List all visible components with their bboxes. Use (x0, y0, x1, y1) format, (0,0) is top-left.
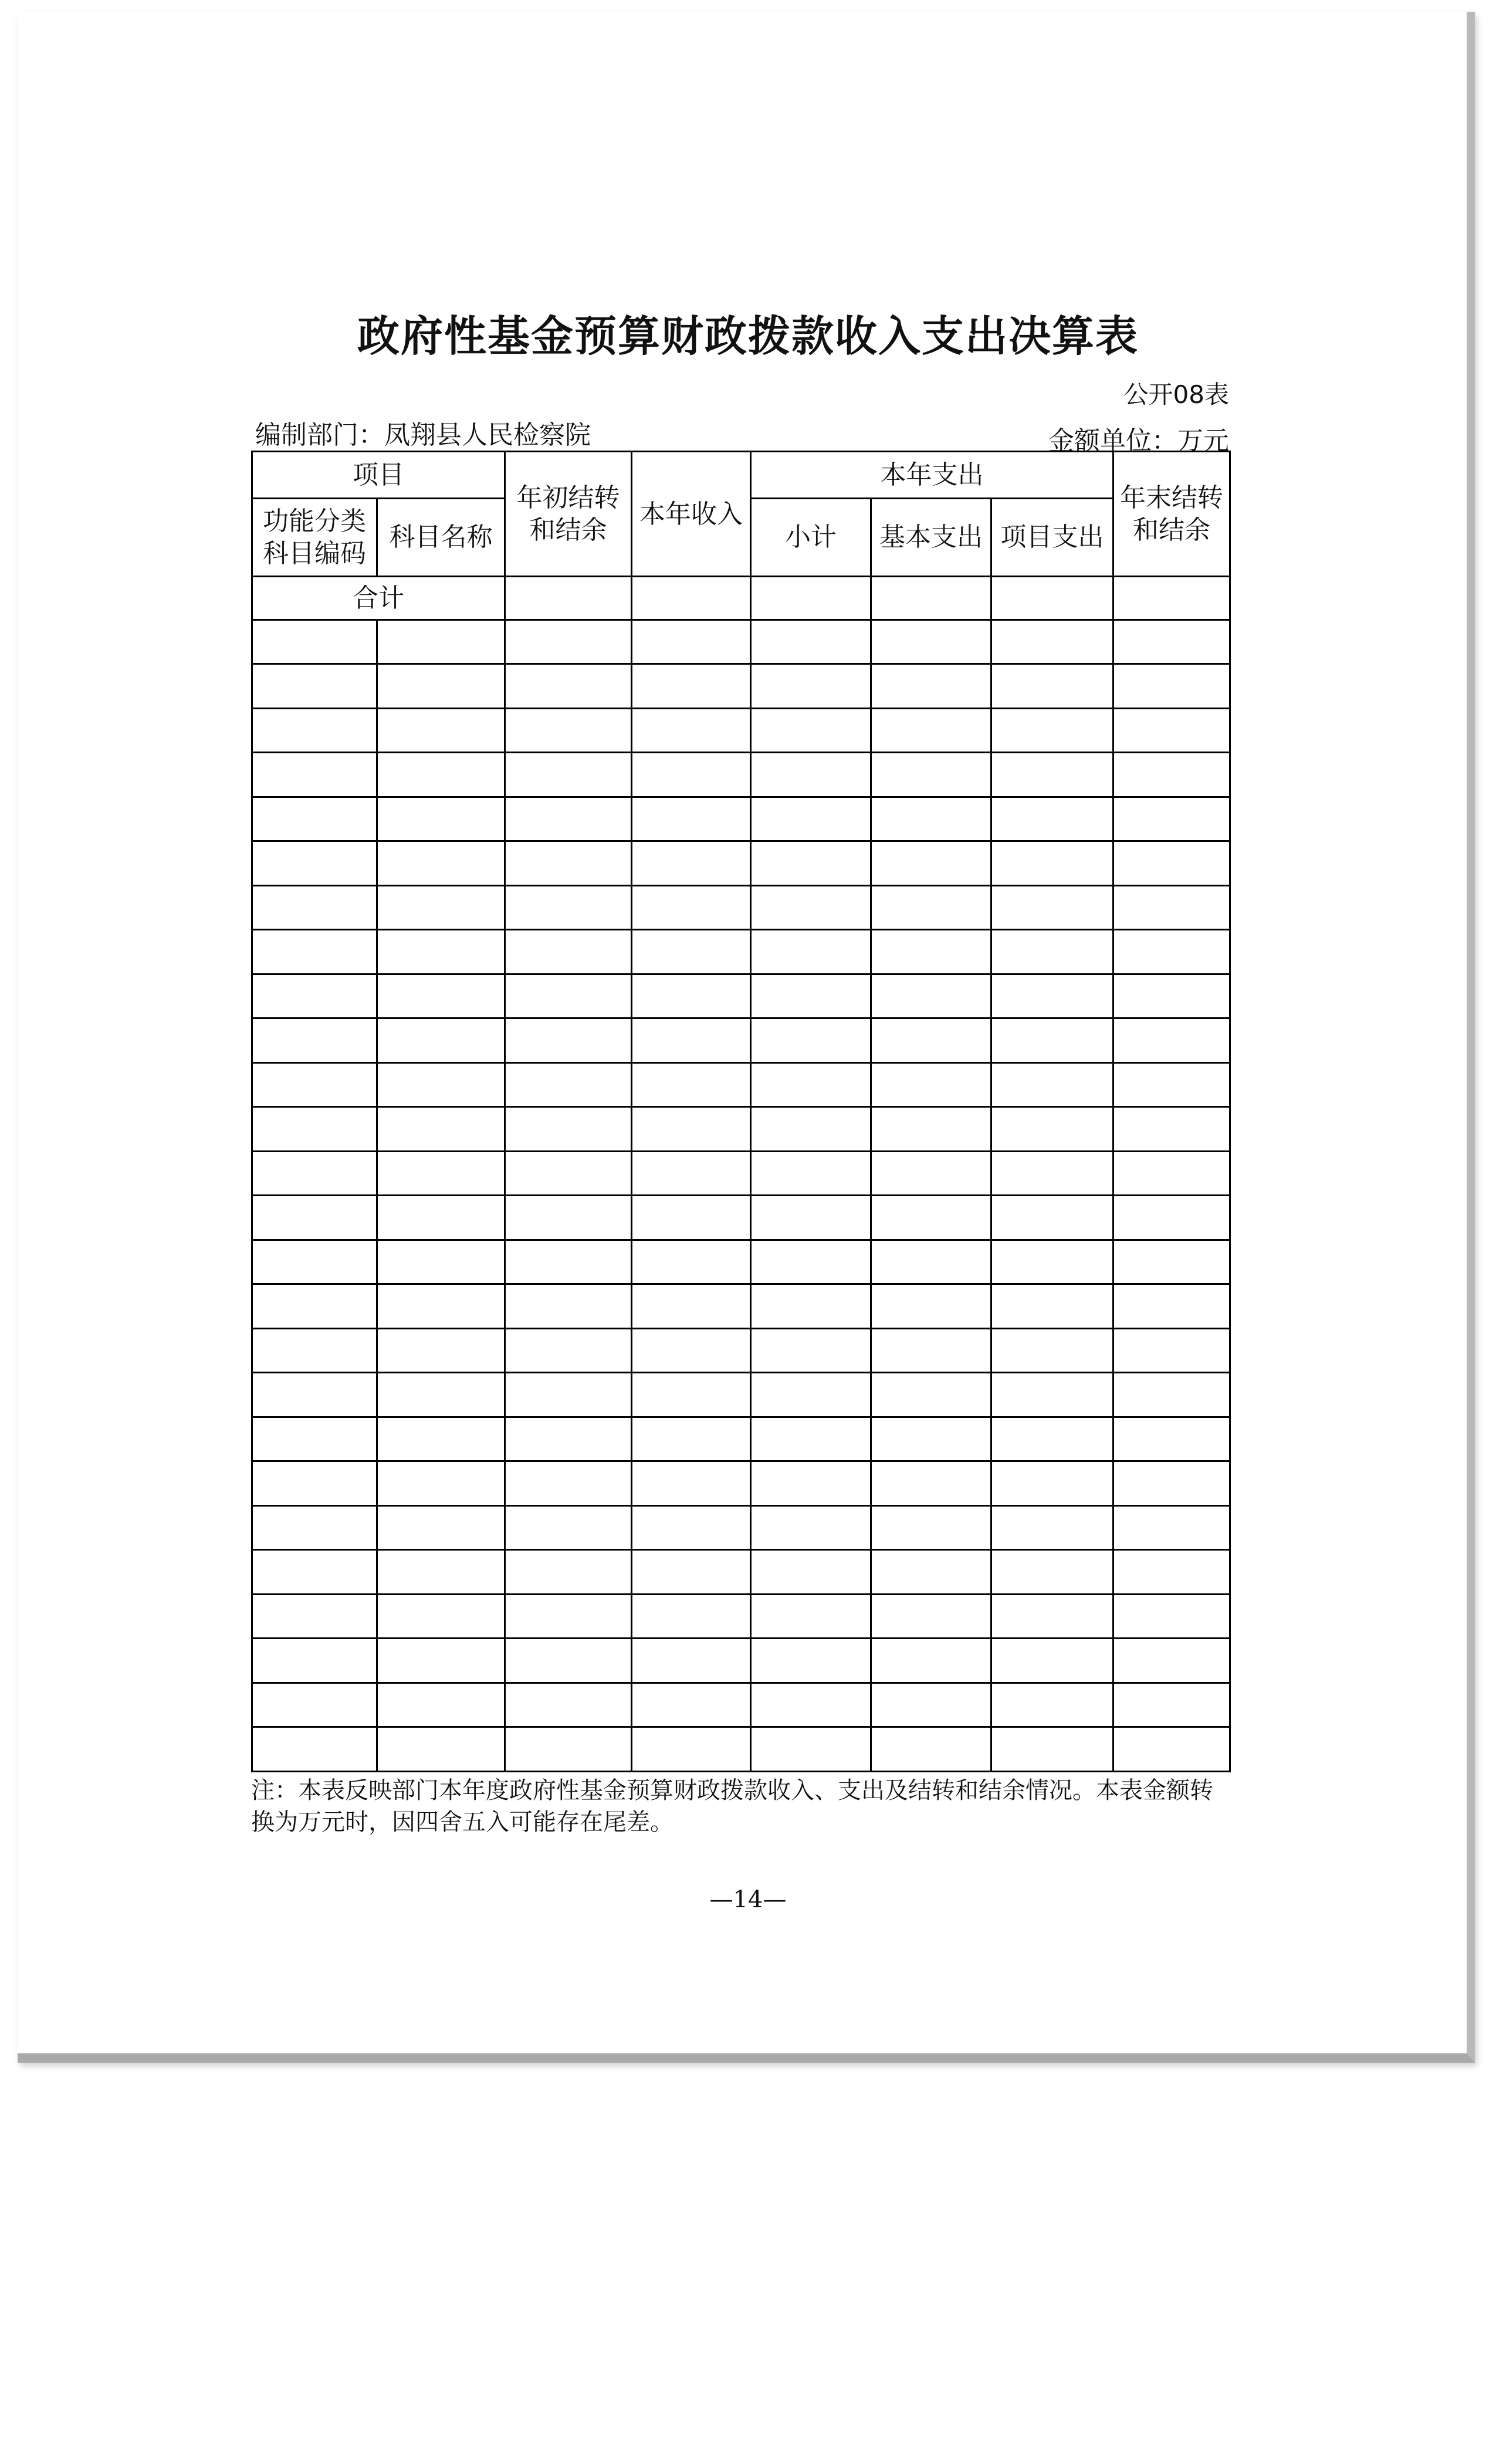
table-row (252, 753, 1230, 797)
table-cell (632, 1505, 751, 1550)
table-cell (377, 1062, 505, 1107)
table-cell (1113, 1328, 1230, 1373)
table-cell (632, 1107, 751, 1152)
table-code: 公开08表 (1123, 380, 1229, 409)
table-row (252, 1062, 1230, 1107)
table-cell (751, 1461, 871, 1506)
table-cell (751, 1062, 871, 1107)
table-cell (632, 1683, 751, 1727)
table-cell (871, 664, 991, 709)
table-cell (871, 1727, 991, 1772)
table-cell (1113, 1727, 1230, 1772)
table-cell (991, 1196, 1113, 1240)
header-opening-balance: 年初结转 和结余 (505, 452, 632, 577)
table-cell (871, 1594, 991, 1639)
table-cell (505, 664, 632, 709)
table-body (252, 620, 1230, 1771)
table-cell (505, 1062, 632, 1107)
table-cell (1113, 664, 1230, 709)
table-cell (252, 708, 377, 753)
table-cell (377, 753, 505, 797)
table-cell (991, 1550, 1113, 1595)
table-cell (991, 841, 1113, 886)
table-cell (1113, 708, 1230, 753)
table-cell (377, 664, 505, 709)
table-row (252, 1683, 1230, 1727)
table-cell (991, 1240, 1113, 1284)
table-cell (871, 1151, 991, 1196)
table-cell (252, 664, 377, 709)
table-cell (377, 1461, 505, 1506)
table-cell (252, 1417, 377, 1461)
table-cell (377, 1594, 505, 1639)
table-row (252, 1373, 1230, 1417)
table-cell (991, 1594, 1113, 1639)
table-cell (871, 1417, 991, 1461)
table-cell (377, 708, 505, 753)
table-row (252, 1639, 1230, 1683)
table-cell (991, 1683, 1113, 1727)
table-cell (252, 1373, 377, 1417)
table-cell (252, 1240, 377, 1284)
table-cell (632, 620, 751, 664)
table-cell (871, 1461, 991, 1506)
table-cell (751, 1284, 871, 1329)
table-cell (505, 841, 632, 886)
table-cell (377, 974, 505, 1018)
table-cell (252, 620, 377, 664)
table-cell (871, 797, 991, 841)
department-line: 编制部门：凤翔县人民检察院 (255, 420, 591, 450)
table-cell (991, 1373, 1113, 1417)
table-cell (377, 1284, 505, 1329)
table-cell (377, 1018, 505, 1063)
table-cell (871, 1328, 991, 1373)
total-cell (871, 577, 991, 620)
table-cell (871, 1018, 991, 1063)
table-cell (632, 1328, 751, 1373)
table-cell (991, 1727, 1113, 1772)
table-row (252, 1151, 1230, 1196)
table-cell (377, 1550, 505, 1595)
table-row (252, 1196, 1230, 1240)
header-func-code: 功能分类 科目编码 (252, 498, 377, 577)
table-cell (1113, 841, 1230, 886)
table-cell (1113, 930, 1230, 974)
header-subtotal: 小计 (751, 498, 871, 577)
unit-line: 金额单位：万元 (1048, 426, 1229, 456)
table-cell (632, 1284, 751, 1329)
table-cell (632, 1240, 751, 1284)
table-cell (632, 885, 751, 930)
footnote: 注：本表反映部门本年度政府性基金预算财政拨款收入、支出及结转和结余情况。本表金额转换为万元时，因四舍五入可能存在尾差。 (251, 1777, 1213, 1836)
table-cell (1113, 1107, 1230, 1152)
table-cell (751, 1594, 871, 1639)
table-row (252, 1284, 1230, 1329)
table-cell (751, 1196, 871, 1240)
table-cell (632, 1727, 751, 1772)
table-cell (632, 1417, 751, 1461)
table-cell (751, 1727, 871, 1772)
table-cell (1113, 1373, 1230, 1417)
table-cell (505, 620, 632, 664)
table-cell (252, 1505, 377, 1550)
table-row (252, 708, 1230, 753)
table-cell (252, 1151, 377, 1196)
table-cell (1113, 974, 1230, 1018)
table-cell (991, 930, 1113, 974)
total-cell (505, 577, 632, 620)
table-cell (632, 930, 751, 974)
table-row (252, 1107, 1230, 1152)
table-cell (751, 1505, 871, 1550)
table-cell (1113, 1639, 1230, 1683)
table-row (252, 1018, 1230, 1063)
table-cell (377, 930, 505, 974)
table-cell (377, 1639, 505, 1683)
table-cell (991, 1062, 1113, 1107)
table-cell (505, 1018, 632, 1063)
table-row (252, 974, 1230, 1018)
table-cell (751, 664, 871, 709)
table-cell (632, 1594, 751, 1639)
table-cell (871, 1550, 991, 1595)
table-cell (991, 974, 1113, 1018)
table-row (252, 1461, 1230, 1506)
table-cell (751, 974, 871, 1018)
table-cell (751, 1550, 871, 1595)
table-cell (871, 885, 991, 930)
table-cell (871, 1240, 991, 1284)
table-cell (252, 1461, 377, 1506)
table-cell (505, 1727, 632, 1772)
table-cell (377, 885, 505, 930)
table-cell (377, 1240, 505, 1284)
table-cell (871, 753, 991, 797)
table-cell (252, 841, 377, 886)
table-cell (505, 1240, 632, 1284)
table-cell (252, 1550, 377, 1595)
table-cell (505, 1683, 632, 1727)
table-cell (632, 974, 751, 1018)
table-cell (632, 753, 751, 797)
table-row (252, 1417, 1230, 1461)
table-cell (991, 1639, 1113, 1683)
table-cell (1113, 1505, 1230, 1550)
table-cell (252, 930, 377, 974)
header-item: 项目 (252, 452, 505, 499)
table-cell (377, 1373, 505, 1417)
table-cell (252, 1284, 377, 1329)
table-cell (505, 1594, 632, 1639)
table-cell (751, 1328, 871, 1373)
table-cell (991, 1284, 1113, 1329)
table-cell (505, 1196, 632, 1240)
table-cell (871, 841, 991, 886)
table-cell (991, 753, 1113, 797)
table-cell (1113, 1018, 1230, 1063)
table-cell (252, 753, 377, 797)
header-basic: 基本支出 (871, 498, 991, 577)
table-cell (751, 1373, 871, 1417)
table-cell (505, 708, 632, 753)
table-cell (632, 1639, 751, 1683)
table-cell (632, 797, 751, 841)
table-cell (871, 974, 991, 1018)
table-row (252, 1240, 1230, 1284)
table-cell (751, 1151, 871, 1196)
table-cell (991, 664, 1113, 709)
table-cell (252, 1594, 377, 1639)
table-cell (991, 708, 1113, 753)
total-cell (751, 577, 871, 620)
table-cell (505, 753, 632, 797)
table-cell (252, 1683, 377, 1727)
table-cell (871, 620, 991, 664)
table-cell (751, 1240, 871, 1284)
table-row (252, 1727, 1230, 1772)
table-row (252, 664, 1230, 709)
table-cell (505, 1417, 632, 1461)
table-cell (751, 708, 871, 753)
table-cell (505, 1639, 632, 1683)
table-cell (1113, 1417, 1230, 1461)
table-cell (1113, 1461, 1230, 1506)
table-cell (505, 974, 632, 1018)
table-row (252, 930, 1230, 974)
table-cell (632, 1373, 751, 1417)
total-cell (632, 577, 751, 620)
table-cell (751, 797, 871, 841)
table-cell (1113, 1683, 1230, 1727)
header-expense-group: 本年支出 (751, 452, 1113, 499)
table-cell (991, 1107, 1113, 1152)
table-cell (252, 1727, 377, 1772)
table-cell (1113, 1284, 1230, 1329)
table-cell (377, 620, 505, 664)
table-cell (505, 1284, 632, 1329)
table-cell (871, 1639, 991, 1683)
table-cell (505, 885, 632, 930)
table-cell (505, 1461, 632, 1506)
table-cell (632, 1196, 751, 1240)
table-row (252, 1505, 1230, 1550)
table-row (252, 1550, 1230, 1595)
table-cell (991, 1328, 1113, 1373)
table-cell (871, 1284, 991, 1329)
table-cell (871, 1373, 991, 1417)
table-cell (991, 1505, 1113, 1550)
table-cell (505, 1373, 632, 1417)
table-cell (751, 1018, 871, 1063)
table-cell (871, 1107, 991, 1152)
table-cell (377, 1683, 505, 1727)
table-cell (751, 1639, 871, 1683)
table-cell (377, 1107, 505, 1152)
table-cell (1113, 753, 1230, 797)
table-cell (505, 797, 632, 841)
table-cell (252, 974, 377, 1018)
table-cell (377, 797, 505, 841)
table-cell (252, 1018, 377, 1063)
table-cell (632, 664, 751, 709)
budget-table (251, 451, 1231, 1772)
table-cell (505, 1505, 632, 1550)
table-cell (377, 1328, 505, 1373)
table-cell (991, 1151, 1113, 1196)
table-cell (871, 708, 991, 753)
total-cell (991, 577, 1113, 620)
table-cell (632, 841, 751, 886)
table-cell (252, 1107, 377, 1152)
table-cell (871, 1505, 991, 1550)
table-row (252, 841, 1230, 886)
table-cell (377, 1196, 505, 1240)
table-cell (871, 930, 991, 974)
table-row (252, 1328, 1230, 1373)
table-cell (1113, 1151, 1230, 1196)
table-cell (991, 1018, 1113, 1063)
table-cell (751, 1683, 871, 1727)
table-cell (632, 1550, 751, 1595)
total-cell (1113, 577, 1230, 620)
table-cell (751, 753, 871, 797)
table-cell (991, 797, 1113, 841)
table-cell (1113, 1062, 1230, 1107)
table-cell (1113, 1594, 1230, 1639)
table-cell (991, 1417, 1113, 1461)
table-cell (632, 1018, 751, 1063)
table-cell (252, 1196, 377, 1240)
table-cell (1113, 620, 1230, 664)
table-cell (252, 1328, 377, 1373)
table-cell (377, 1727, 505, 1772)
table-cell (991, 1461, 1113, 1506)
table-cell (252, 885, 377, 930)
table-cell (505, 930, 632, 974)
table-cell (252, 797, 377, 841)
table-cell (751, 1417, 871, 1461)
table-cell (377, 841, 505, 886)
table-cell (632, 1461, 751, 1506)
table-cell (871, 1196, 991, 1240)
table-cell (252, 1639, 377, 1683)
header-income: 本年收入 (632, 452, 751, 577)
table-cell (991, 620, 1113, 664)
table-cell (377, 1505, 505, 1550)
table-cell (751, 620, 871, 664)
table-cell (751, 930, 871, 974)
total-label: 合计 (252, 577, 505, 620)
table-cell (252, 1062, 377, 1107)
document-title: 政府性基金预算财政拨款收入支出决算表 (357, 312, 1139, 361)
table-cell (751, 885, 871, 930)
table-cell (751, 1107, 871, 1152)
table-cell (505, 1151, 632, 1196)
table-row (252, 797, 1230, 841)
table-row (252, 620, 1230, 664)
table-cell (505, 1328, 632, 1373)
table-cell (1113, 1240, 1230, 1284)
table-cell (871, 1683, 991, 1727)
header-project: 项目支出 (991, 498, 1113, 577)
table-cell (1113, 1196, 1230, 1240)
table-cell (632, 1062, 751, 1107)
header-closing-balance: 年末结转 和结余 (1113, 452, 1230, 577)
table-cell (991, 885, 1113, 930)
table-cell (751, 841, 871, 886)
table-cell (377, 1151, 505, 1196)
table-cell (871, 1062, 991, 1107)
table-row (252, 1594, 1230, 1639)
page-number: —14— (709, 1886, 787, 1913)
table-cell (377, 1417, 505, 1461)
table-row (252, 885, 1230, 930)
table-cell (1113, 885, 1230, 930)
table-cell (505, 1550, 632, 1595)
table-cell (1113, 797, 1230, 841)
table-cell (632, 708, 751, 753)
header-subject-name: 科目名称 (377, 498, 505, 577)
table-cell (632, 1151, 751, 1196)
table-cell (505, 1107, 632, 1152)
table-cell (1113, 1550, 1230, 1595)
